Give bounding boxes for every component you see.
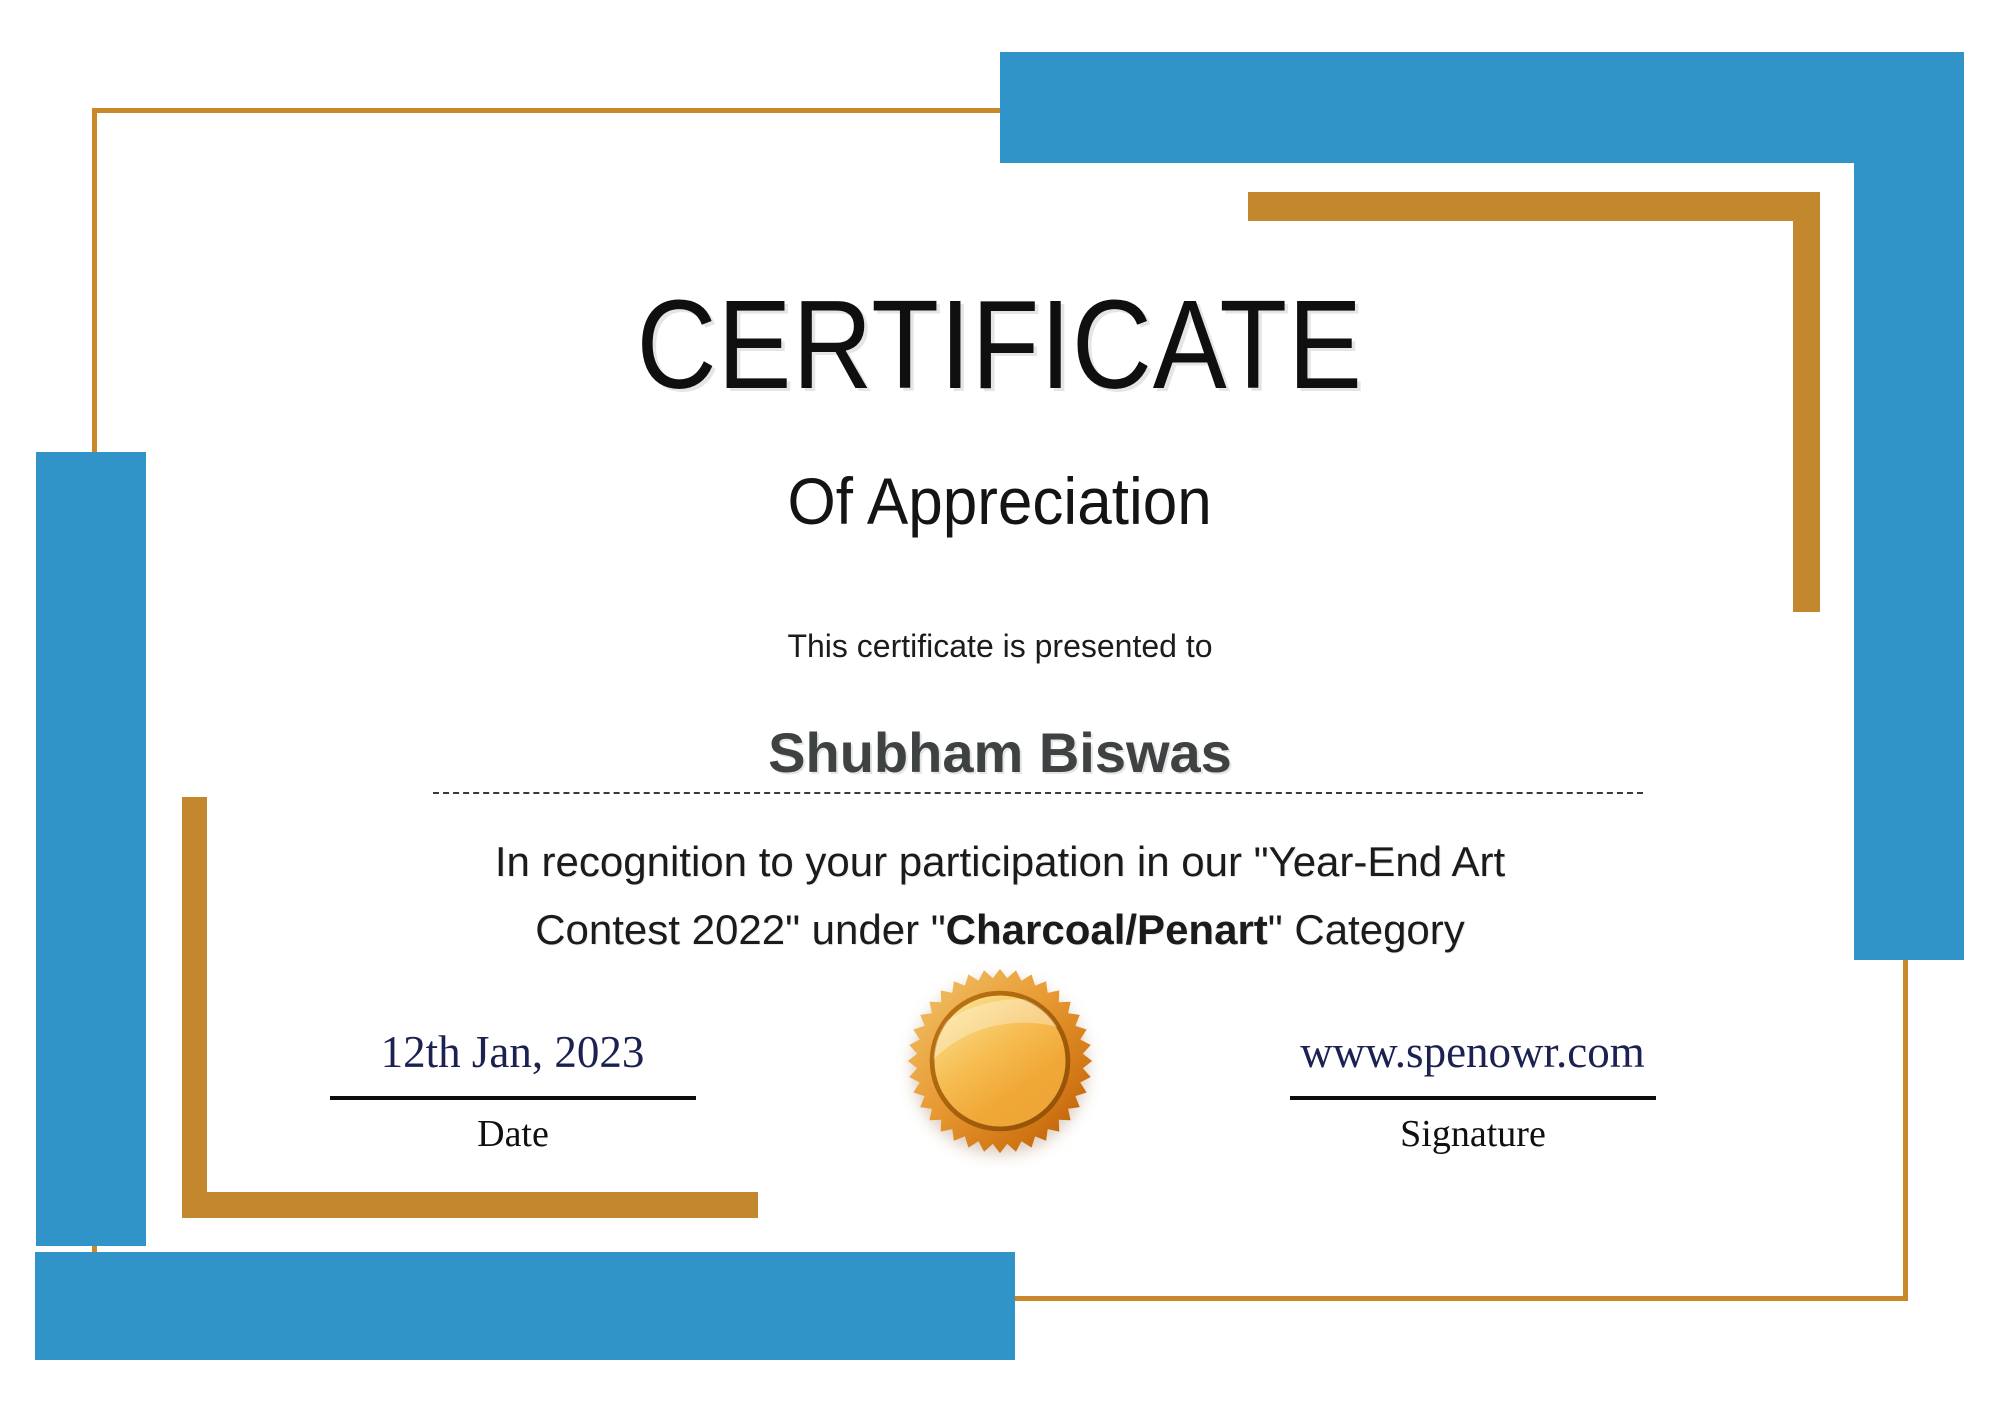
recognition-line2-prefix: Contest 2022" under " [535,906,946,954]
blue-block-top-right [1000,52,1964,163]
recognition-line2-suffix: " Category [1267,906,1465,954]
blue-bar-bottom [35,1252,1015,1360]
certificate-title [0,274,2000,415]
signature-label: Signature [1400,1113,1546,1155]
date-label: Date [477,1113,549,1155]
gold-corner-bottom-left-horizontal [182,1192,758,1218]
certificate-title-text: CERTIFICATE [636,274,1364,415]
date-rule [330,1096,696,1100]
signature-rule [1290,1096,1656,1100]
gold-seal-icon [905,966,1095,1156]
gold-corner-top-right-horizontal [1248,192,1820,221]
recipient-name-dashed-rule [433,792,1643,794]
recognition-category: Charcoal/Penart [945,906,1268,954]
recognition-paragraph [0,828,2000,964]
recipient-name: Shubham Biswas [768,721,1232,784]
gold-corner-top-right-vertical [1793,221,1820,612]
recognition-line1: In recognition to your participation in our "Year-End Art [494,838,1506,885]
presented-line: This certificate is presented to [787,628,1213,664]
date-value: 12th Jan, 2023 [380,1027,645,1077]
certificate-subtitle [0,464,2000,538]
signature-value: www.spenowr.com [1300,1027,1645,1077]
certificate-subtitle-text: Of Appreciation [787,464,1213,538]
